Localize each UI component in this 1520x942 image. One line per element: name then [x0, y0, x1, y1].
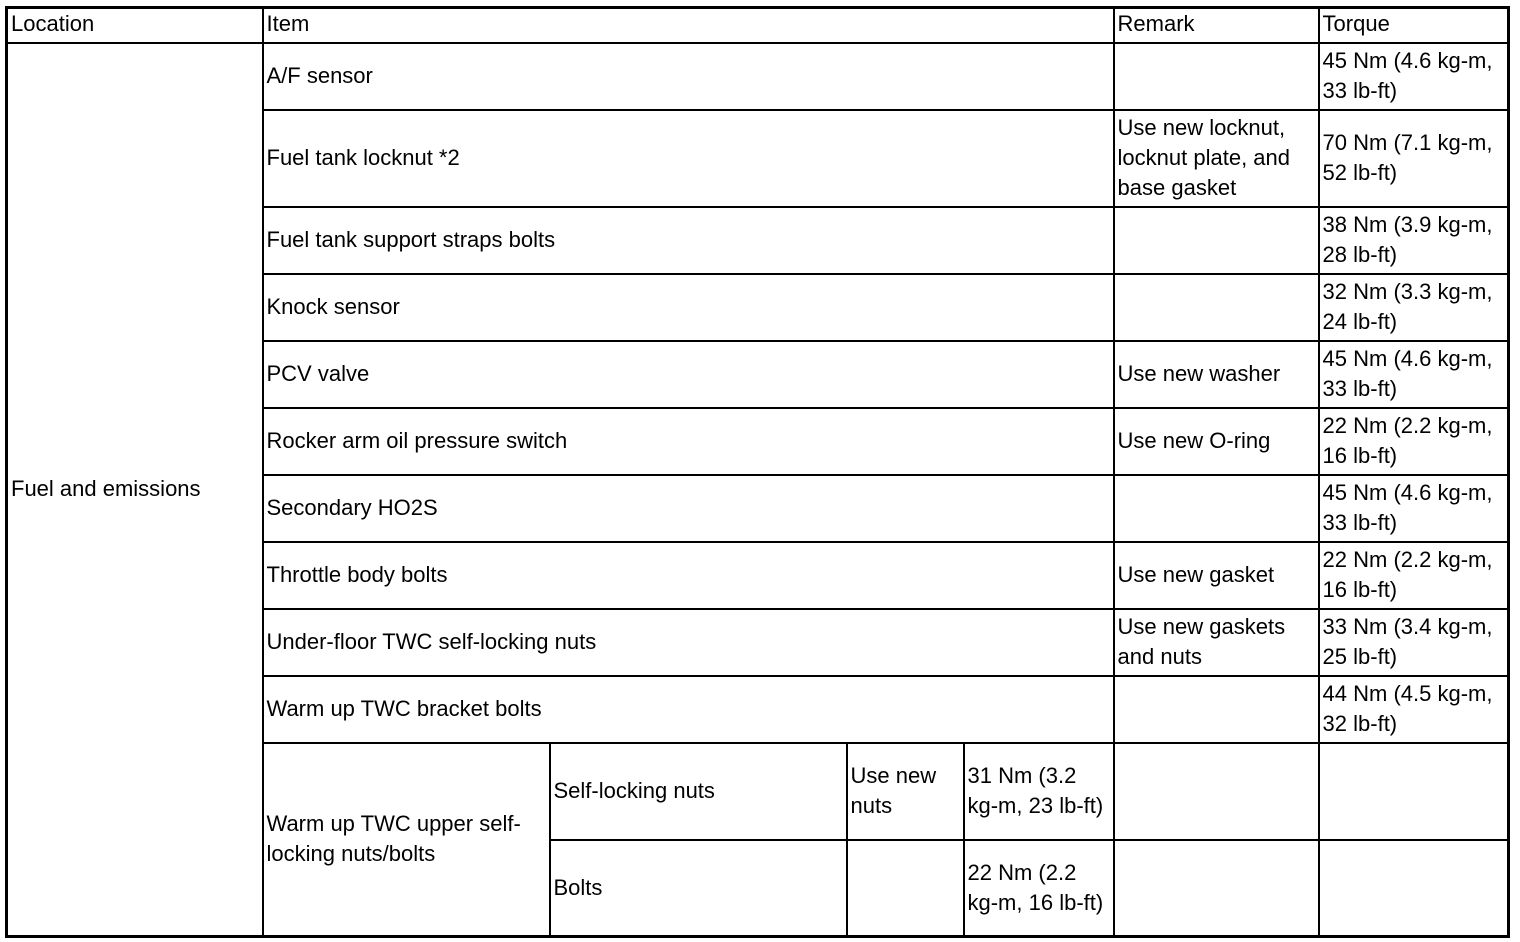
- torque-cell: [1319, 743, 1509, 840]
- remark-cell: [1114, 274, 1319, 341]
- header-torque: Torque: [1319, 8, 1509, 43]
- item-cell: Rocker arm oil pressure switch: [263, 408, 1114, 475]
- subitem-cell: Self-locking nuts: [550, 743, 847, 840]
- remark-cell: [1114, 743, 1319, 840]
- item-cell: PCV valve: [263, 341, 1114, 408]
- subitem-cell: Bolts: [550, 840, 847, 937]
- torque-cell: 45 Nm (4.6 kg-m, 33 lb-ft): [1319, 43, 1509, 110]
- item-cell: Throttle body bolts: [263, 542, 1114, 609]
- item-cell: Secondary HO2S: [263, 475, 1114, 542]
- header-remark: Remark: [1114, 8, 1319, 43]
- remark-cell: Use new washer: [1114, 341, 1319, 408]
- header-location: Location: [7, 8, 263, 43]
- subtorque-cell: 22 Nm (2.2 kg-m, 16 lb-ft): [964, 840, 1114, 937]
- torque-cell: [1319, 840, 1509, 937]
- torque-cell: 33 Nm (3.4 kg-m, 25 lb-ft): [1319, 609, 1509, 676]
- torque-cell: 22 Nm (2.2 kg-m, 16 lb-ft): [1319, 542, 1509, 609]
- remark-cell: Use new O-ring: [1114, 408, 1319, 475]
- item-cell: Fuel tank support straps bolts: [263, 207, 1114, 274]
- torque-cell: 32 Nm (3.3 kg-m, 24 lb-ft): [1319, 274, 1509, 341]
- remark-cell: Use new locknut, locknut plate, and base gasket: [1114, 110, 1319, 207]
- header-item: Item: [263, 8, 1114, 43]
- torque-cell: 38 Nm (3.9 kg-m, 28 lb-ft): [1319, 207, 1509, 274]
- torque-cell: 70 Nm (7.1 kg-m, 52 lb-ft): [1319, 110, 1509, 207]
- remark-cell: Use new gaskets and nuts: [1114, 609, 1319, 676]
- remark-cell: Use new gasket: [1114, 542, 1319, 609]
- remark-cell: [1114, 207, 1319, 274]
- location-cell: Fuel and emissions: [7, 43, 263, 937]
- item-cell: A/F sensor: [263, 43, 1114, 110]
- table-row: [7, 43, 1509, 110]
- header-row: [7, 8, 1509, 43]
- torque-cell: 22 Nm (2.2 kg-m, 16 lb-ft): [1319, 408, 1509, 475]
- remark-cell: [1114, 676, 1319, 743]
- torque-spec-table: [5, 6, 1510, 938]
- torque-cell: 45 Nm (4.6 kg-m, 33 lb-ft): [1319, 341, 1509, 408]
- item-cell: Knock sensor: [263, 274, 1114, 341]
- item-cell: Warm up TWC bracket bolts: [263, 676, 1114, 743]
- subremark-cell: Use new nuts: [847, 743, 964, 840]
- torque-cell: 45 Nm (4.6 kg-m, 33 lb-ft): [1319, 475, 1509, 542]
- group-item-cell: Warm up TWC upper self-locking nuts/bolts: [263, 743, 550, 937]
- remark-cell: [1114, 475, 1319, 542]
- subremark-cell: [847, 840, 964, 937]
- item-cell: Fuel tank locknut *2: [263, 110, 1114, 207]
- remark-cell: [1114, 43, 1319, 110]
- item-cell: Under-floor TWC self-locking nuts: [263, 609, 1114, 676]
- torque-cell: 44 Nm (4.5 kg-m, 32 lb-ft): [1319, 676, 1509, 743]
- remark-cell: [1114, 840, 1319, 937]
- subtorque-cell: 31 Nm (3.2 kg-m, 23 lb-ft): [964, 743, 1114, 840]
